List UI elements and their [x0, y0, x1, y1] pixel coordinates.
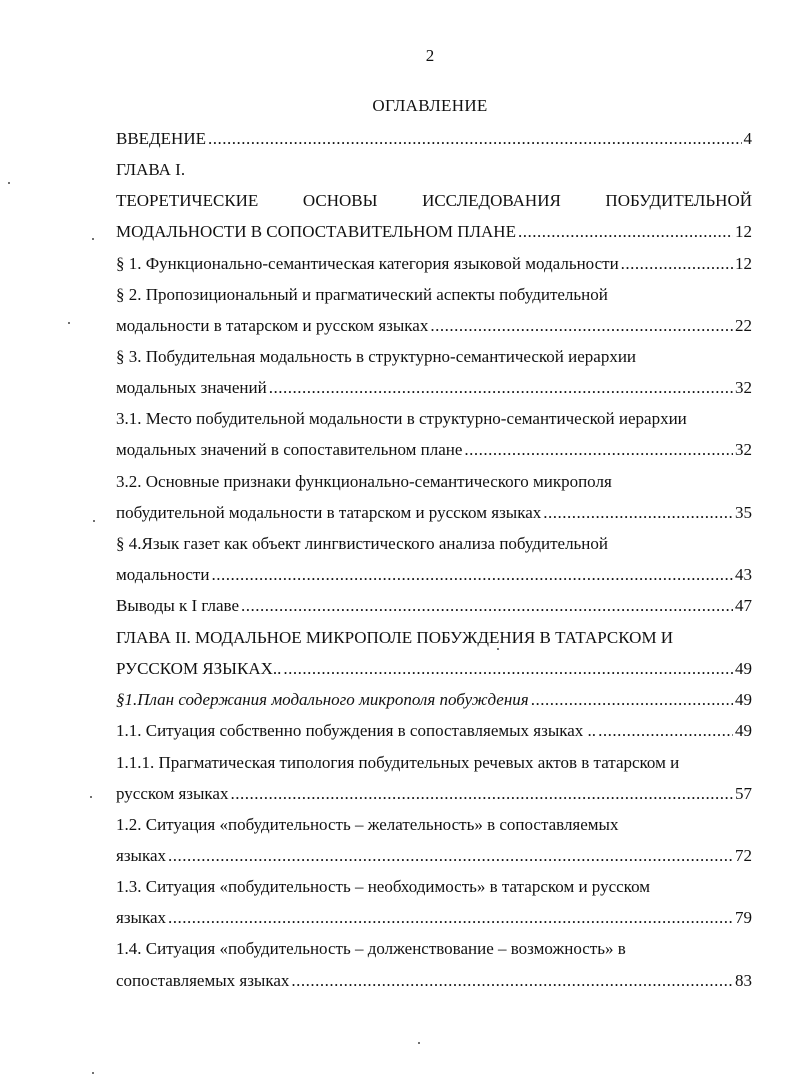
toc-entry-2-1-4: [116, 969, 752, 993]
scan-speck: [90, 796, 92, 798]
toc-entry-page: 35: [735, 503, 752, 522]
toc-entry-text: §1.План содержания модального микрополя побуждения: [116, 690, 529, 709]
toc-entry-text: 3.2. Основные признаки функционально-семантического микрополя: [116, 472, 612, 491]
toc-entry-text: § 2. Пропозициональный и прагматический аспекты побудительной: [116, 285, 608, 304]
toc-entry-chapter-2: [116, 657, 752, 681]
toc-entry-text: побудительной модальности в татарском и русском языках: [116, 503, 542, 522]
toc-entry-text: ВВЕДЕНИЕ: [116, 129, 206, 148]
scan-speck: [418, 1042, 420, 1044]
toc-entry-text: 1.1.1. Прагматическая типология побудительных речевых актов в татарском и: [116, 753, 680, 772]
toc-entry-page: 12: [735, 222, 752, 241]
toc-entry-3-1-line1: [116, 407, 752, 431]
toc-entry-text: ГЛАВА II. МОДАЛЬНОЕ МИКРОПОЛЕ ПОБУЖДЕНИЯ В ТАТАРСКОМ И: [116, 628, 674, 647]
toc-entry-1-1: [116, 252, 752, 276]
toc-entry-text: модальности: [116, 565, 210, 584]
toc-entry-1-3: [116, 376, 752, 400]
toc-entry-text: сопоставляемых языках: [116, 971, 290, 990]
scan-speck: [92, 1072, 94, 1074]
toc-entry-page: 49: [735, 659, 752, 678]
toc-entry-text: § 1. Функционально-семантическая категория языковой модальности: [116, 254, 619, 273]
chapter-1-title-line: [116, 189, 752, 213]
toc-entry-2-1-3: [116, 906, 752, 930]
toc-entry-page: 83: [735, 971, 752, 990]
dot-leader: [531, 688, 733, 712]
toc-entry-2-1-1-1-line1: [116, 751, 752, 775]
toc-entry-text: модальных значений: [116, 378, 267, 397]
toc-entry-text: модальных значений в сопоставительном плане: [116, 440, 463, 459]
toc-entry-2-1-4-line1: [116, 937, 752, 961]
chapter-1-title-word: ПОБУДИТЕЛЬНОЙ: [605, 191, 752, 210]
chapter-1-label: [116, 158, 752, 182]
dot-leader: [168, 844, 733, 868]
toc-entry-text: МОДАЛЬНОСТИ В СОПОСТАВИТЕЛЬНОМ ПЛАНЕ: [116, 222, 516, 241]
dot-leader: [430, 314, 733, 338]
toc-entry-text: 1.3. Ситуация «побудительность – необходимость» в татарском и русском: [116, 877, 650, 896]
toc-entry-1-3-line1: [116, 345, 752, 369]
scan-speck: [68, 322, 70, 324]
toc-entry-2-1-1: [116, 719, 752, 743]
toc-entry-text: РУССКОМ ЯЗЫКАХ..: [116, 659, 282, 678]
scan-speck: [92, 238, 94, 240]
dot-leader: [543, 501, 733, 525]
toc-entry-introduction: [116, 127, 752, 151]
toc-entry-page: 43: [735, 565, 752, 584]
dot-leader: [621, 252, 733, 276]
toc-entry-chapter-1: [116, 220, 752, 244]
dot-leader: [269, 376, 733, 400]
toc-entry-1-2-line1: [116, 283, 752, 307]
toc-entry-page: 49: [735, 690, 752, 709]
toc-entry-page: 47: [735, 596, 752, 615]
toc-entry-page: 32: [735, 378, 752, 397]
dot-leader: [283, 657, 733, 681]
chapter-1-title-word: ОСНОВЫ: [302, 191, 378, 210]
toc-entry-3-2-line1: [116, 470, 752, 494]
toc-entry-2-1-2: [116, 844, 752, 868]
toc-entry-page: 4: [743, 129, 752, 148]
dot-leader: [168, 906, 733, 930]
page-number: 2: [425, 46, 435, 65]
dot-leader: [464, 438, 733, 462]
toc-entry-page: 79: [735, 908, 752, 927]
toc-entry-3-1: [116, 438, 752, 462]
scan-speck: [93, 520, 95, 522]
dot-leader: [518, 220, 733, 244]
toc-entry-conclusions-1: [116, 594, 752, 618]
toc-entry-page: 22: [735, 316, 752, 335]
toc-entry-text: 1.2. Ситуация «побудительность – желательность» в сопоставляемых: [116, 815, 619, 834]
toc-entry-2-1: [116, 688, 752, 712]
toc-entry-1-4: [116, 563, 752, 587]
toc-entry-2-1-2-line1: [116, 813, 752, 837]
toc-entry-2-1-3-line1: [116, 875, 752, 899]
toc-entry-page: 72: [735, 846, 752, 865]
toc-entry-2-1-1-1: [116, 782, 752, 806]
toc-entry-text: языках: [116, 846, 167, 865]
toc-entry-1-4-line1: [116, 532, 752, 556]
toc-entry-text: 1.1. Ситуация собственно побуждения в сопоставляемых языках ..: [116, 721, 597, 740]
chapter-1-title-word: ТЕОРЕТИЧЕСКИЕ: [116, 191, 259, 210]
scan-speck: [497, 648, 499, 650]
toc-entry-text: § 3. Побудительная модальность в структурно-семантической иерархии: [116, 347, 637, 366]
toc-entry-page: 57: [735, 784, 752, 803]
toc-entry-1-2: [116, 314, 752, 338]
dot-leader: [230, 782, 733, 806]
toc-entry-text: ГЛАВА I.: [116, 160, 186, 179]
toc-entry-text: 1.4. Ситуация «побудительность – долженствование – возможность» в: [116, 939, 626, 958]
toc-entry-text: языках: [116, 908, 167, 927]
dot-leader: [241, 594, 733, 618]
dot-leader: [211, 563, 733, 587]
scan-speck: [8, 182, 10, 184]
dot-leader: [598, 719, 733, 743]
toc-entry-page: 49: [735, 721, 752, 740]
toc-entry-text: § 4.Язык газет как объект лингвистического анализа побудительной: [116, 534, 608, 553]
toc-entry-page: 12: [735, 254, 752, 273]
dot-leader: [291, 969, 733, 993]
chapter-1-title-word: ИССЛЕДОВАНИЯ: [422, 191, 561, 210]
toc-entry-text: русском языках: [116, 784, 229, 803]
toc-entry-text: Выводы к I главе: [116, 596, 240, 615]
toc-title: ОГЛАВЛЕНИЕ: [372, 96, 488, 115]
toc-entry-3-2: [116, 501, 752, 525]
toc-entry-text: модальности в татарском и русском языках: [116, 316, 429, 335]
dot-leader: [208, 127, 742, 151]
chapter-2-title-line1: [116, 626, 752, 650]
toc-entry-text: 3.1. Место побудительной модальности в структурно-семантической иерархии: [116, 409, 687, 428]
toc-entry-page: 32: [735, 440, 752, 459]
